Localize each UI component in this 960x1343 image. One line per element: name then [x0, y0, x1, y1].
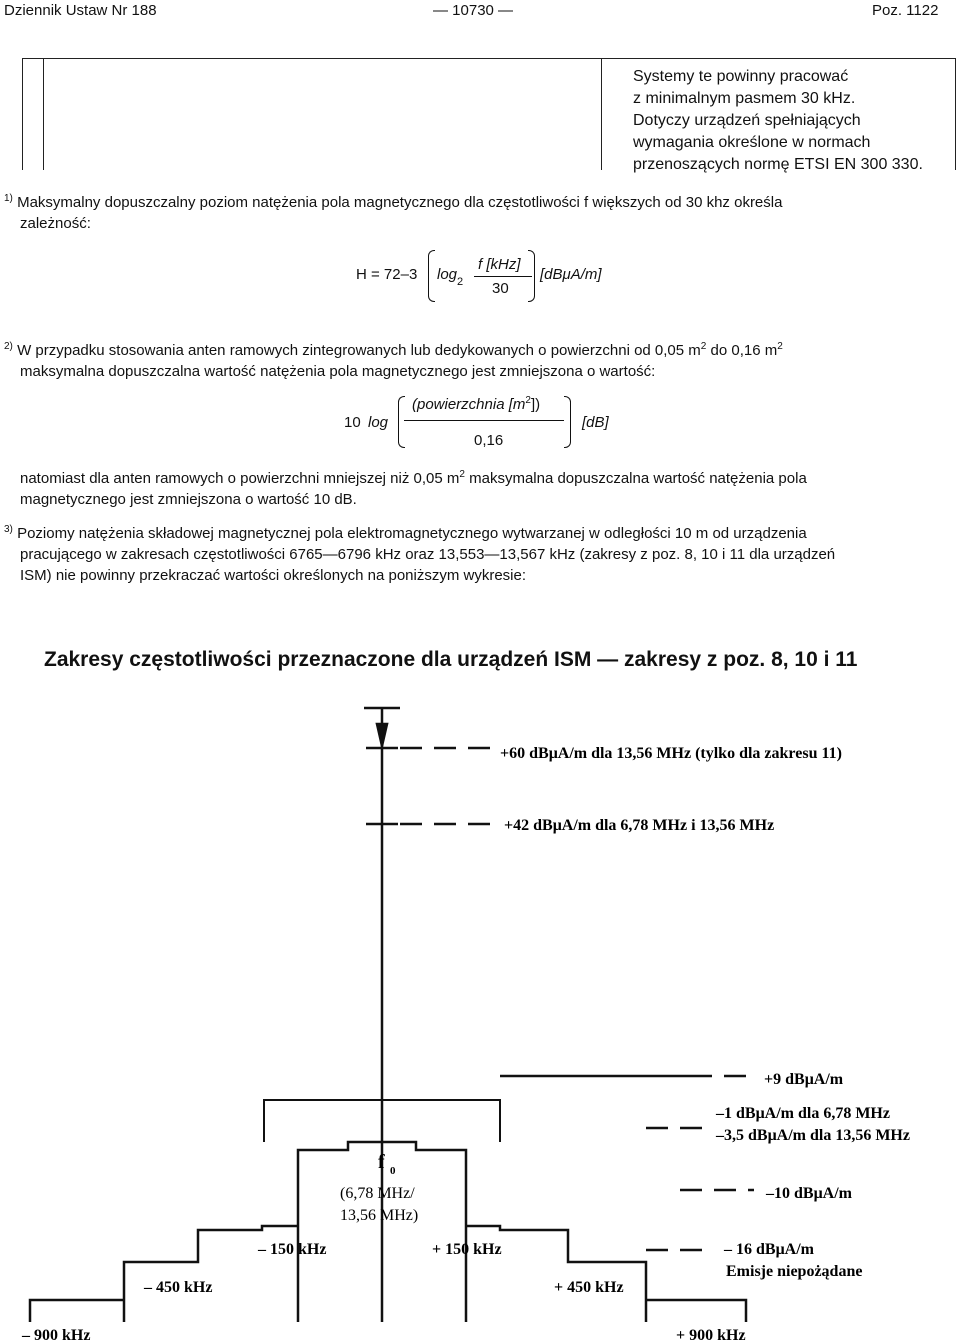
- cell-line: przenoszących normę ETSI EN 300 330.: [633, 156, 923, 173]
- footnote-text: natomiast dla anten ramowych o powierzchni mniejszej niż 0,05 m: [20, 470, 460, 487]
- formula-denominator: 0,16: [474, 432, 504, 449]
- center-frequency-2: 13,56 MHz): [340, 1207, 419, 1224]
- footnote-text: maksymalna dopuszczalna wartość natężenia pola: [464, 470, 807, 487]
- mask-left-outer: [30, 1300, 124, 1322]
- offset-plus-900: + 900 kHz: [676, 1327, 746, 1343]
- page-number: — 10730 —: [433, 2, 514, 19]
- cell-line: z minimalnym pasmem 30 kHz.: [633, 90, 856, 107]
- center-frequency-subscript: 0: [390, 1165, 396, 1177]
- cell-line: Systemy te powinny pracować: [633, 68, 849, 85]
- offset-minus-900: – 900 kHz: [22, 1327, 91, 1343]
- footnote-text: do 0,16 m: [706, 342, 778, 359]
- level-label-minus10: –10 dBμA/m: [766, 1185, 852, 1202]
- formula-unit: [dB]: [582, 414, 609, 431]
- cell-line: Dotyczy urządzeń spełniających: [633, 112, 861, 129]
- formula-lhs: H = 72–3: [356, 266, 418, 283]
- level-label-minus3-5: –3,5 dBμA/m dla 13,56 MHz: [716, 1127, 910, 1144]
- superscript: 2: [777, 341, 783, 352]
- offset-plus-150: + 150 kHz: [432, 1241, 502, 1258]
- footnote-marker: 2): [4, 341, 13, 352]
- footnote-text: Maksymalny dopuszczalny poziom natężenia pola magnetycznego dla częstotliwości f większych od 30 khz określa: [17, 194, 783, 211]
- superscript: 2: [525, 395, 531, 406]
- axis-arrow: [377, 724, 387, 746]
- offset-plus-450: + 450 kHz: [554, 1279, 624, 1296]
- cell-line: wymagania określone w normach: [633, 134, 871, 151]
- level-label-42: +42 dBμA/m dla 6,78 MHz i 13,56 MHz: [504, 817, 775, 834]
- formula-lhs: 10: [344, 414, 361, 431]
- unwanted-emissions-label: Emisje niepożądane: [726, 1263, 863, 1280]
- position-number: Poz. 1122: [872, 2, 939, 19]
- formula-log: log: [437, 266, 458, 283]
- footnote-text: W przypadku stosowania anten ramowych zintegrowanych lub dedykowanych o powierzchni od 0,05 m: [17, 342, 701, 359]
- diagram-title: Zakresy częstotliwości przeznaczone dla urządzeń ISM — zakresy z poz. 8, 10 i 11: [44, 648, 858, 671]
- formula-numerator-end: ]): [530, 396, 541, 413]
- center-frequency-symbol: f: [378, 1151, 385, 1173]
- journal-title: Dziennik Ustaw Nr 188: [4, 2, 157, 19]
- superscript: 2: [700, 341, 707, 352]
- mask-right-outer: [646, 1300, 746, 1322]
- level-label-minus1: –1 dBμA/m dla 6,78 MHz: [716, 1105, 890, 1122]
- formula-log: log: [368, 414, 389, 431]
- formula-unit: [dBμA/m]: [540, 266, 602, 283]
- superscript: 2: [459, 469, 465, 480]
- footnote-marker: 1): [4, 193, 13, 204]
- level-label-9: +9 dBμA/m: [764, 1071, 844, 1088]
- formula-log-sub: 2: [457, 276, 464, 288]
- footnote-text: Poziomy natężenia składowej magnetycznej pola elektromagnetycznego wytwarzanej w odległości 10 m od urządzenia: [17, 525, 807, 542]
- footnote-marker: 3): [4, 524, 13, 535]
- formula-numerator: f [kHz]: [478, 256, 521, 273]
- footnote-text: magnetycznego jest zmniejszona o wartość 10 dB.: [20, 491, 357, 508]
- footnote-text: maksymalna dopuszczalna wartość natężenia pola magnetycznego jest zmniejszona o wartość:: [20, 363, 656, 380]
- offset-minus-150: – 150 kHz: [258, 1241, 327, 1258]
- level-label-60: +60 dBμA/m dla 13,56 MHz (tylko dla zakresu 11): [500, 745, 842, 762]
- footnote-text: pracującego w zakresach częstotliwości 6765—6796 kHz oraz 13,553—13,567 kHz (zakresy z poz. 8, 10 i 11 dla urządzeń: [20, 546, 836, 563]
- level-label-minus16: – 16 dBμA/m: [724, 1241, 814, 1258]
- formula-numerator: (powierzchnia [m: [412, 396, 526, 413]
- footnote-text: ISM) nie powinny przekraczać wartości określonych na poniższym wykresie:: [20, 567, 527, 584]
- footnote-text: zależność:: [20, 215, 91, 232]
- formula-denominator: 30: [492, 280, 509, 297]
- center-frequency-1: (6,78 MHz/: [340, 1185, 415, 1202]
- offset-minus-450: – 450 kHz: [144, 1279, 213, 1296]
